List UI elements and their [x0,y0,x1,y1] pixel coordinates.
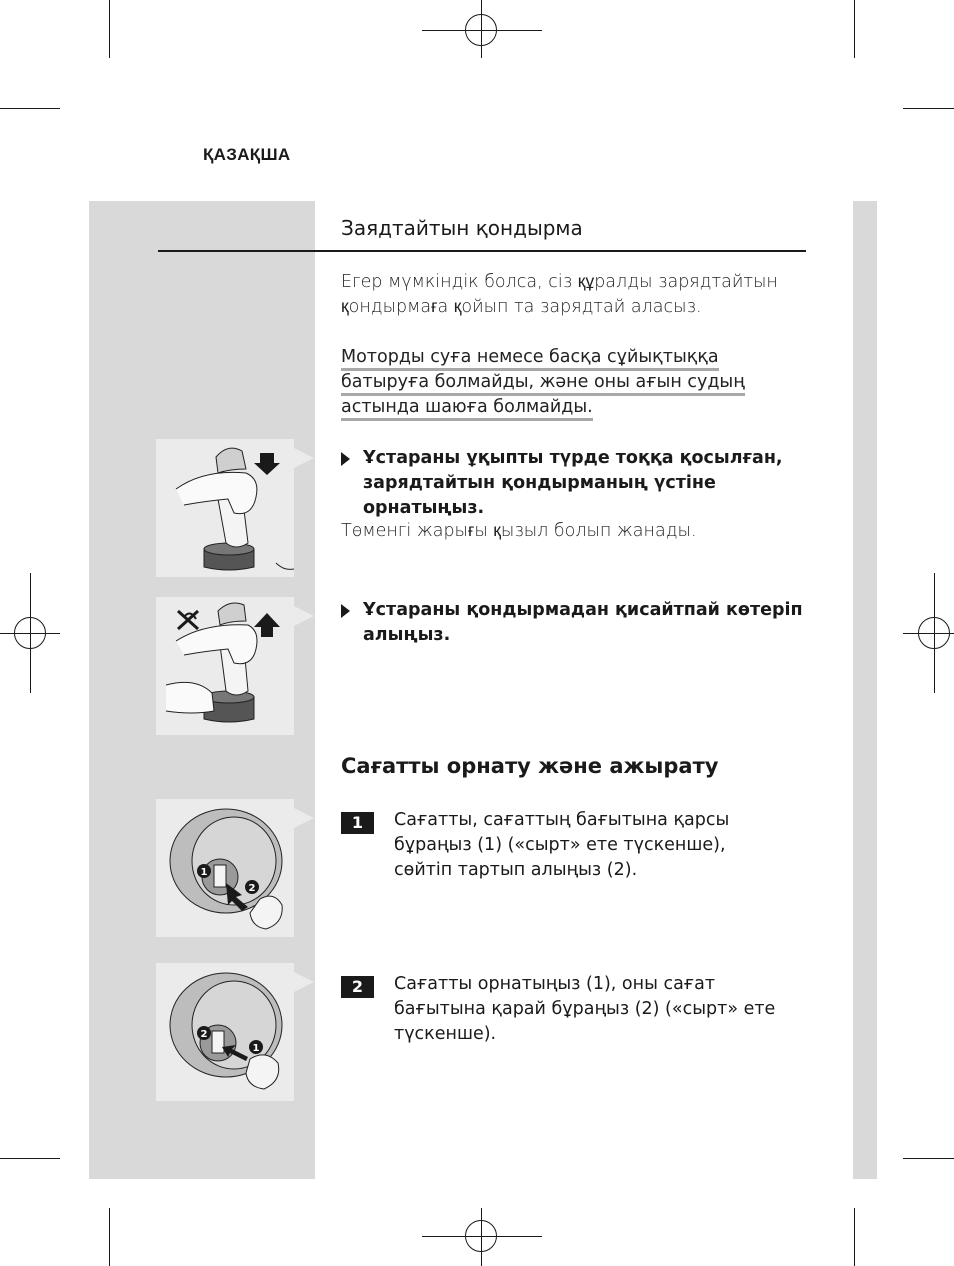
illustration-place-on-stand [156,439,294,577]
illustration-pointer [294,808,314,828]
illustration-pointer [294,448,314,468]
illustration-lift-from-stand [156,597,294,735]
crop-mark [903,1158,954,1159]
illustration-pointer [294,606,314,626]
callout-1: 1 [252,1043,260,1054]
language-label: ҚАЗАҚША [203,145,291,164]
crop-mark [109,1208,110,1266]
crop-mark [854,1208,855,1266]
illustration-pointer [294,972,314,992]
indicator-note: Төменгі жарығы қызыл болып жанады. [341,521,697,541]
bullet-arrow-icon [341,452,350,466]
right-margin-panel [853,201,877,1179]
section-title-clock: Сағатты орнату және ажырату [341,754,719,778]
illustration-install-clock [156,963,294,1101]
title-rule [158,250,806,252]
warning-paragraph: Моторды суға немесе басқа сұйықтыққа батыруға болмайды, және оны ағын судың астында шаюға болмайды. [341,345,761,420]
intro-paragraph: Егер мүмкіндік болса, сіз құралды зарядтайтын қондырмаға қойып та зарядтай аласыз. [341,272,778,317]
section-title-charging-stand: Заядтайтын қондырма [341,216,583,240]
callout-2: 2 [248,883,256,894]
crop-mark [903,108,954,109]
step-number-badge: 2 [341,976,374,998]
bullet-arrow-icon [341,604,350,618]
crop-mark [0,108,60,109]
illustration-remove-clock [156,799,294,937]
crop-mark [0,1158,60,1159]
step-number-badge: 1 [341,812,374,834]
crop-mark [854,0,855,58]
callout-2: 2 [200,1029,208,1040]
callout-1: 1 [200,867,208,878]
crop-mark [109,0,110,58]
